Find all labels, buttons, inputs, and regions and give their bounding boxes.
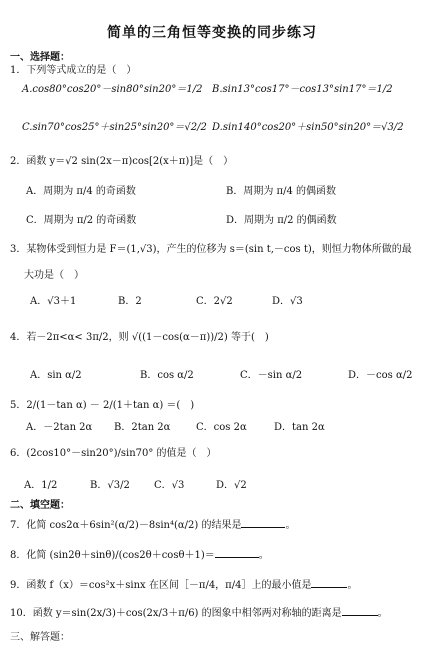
question-1-option-c: C.sin70°cos25°＋sin25°sin20°＝√2/2 <box>22 122 207 133</box>
question-4-option-b: B．cos α/2 <box>140 370 194 381</box>
question-3-stem: 3．某物体受到恒力是 F＝(1,√3)，产生的位移为 s＝(sin t,－cos t)，则恒力物体所做的最 <box>10 244 412 255</box>
question-2-option-c: C．周期为 π/2 的奇函数 <box>26 215 137 226</box>
question-5-option-b: B．2tan 2α <box>114 422 171 433</box>
answer-blank <box>215 548 259 558</box>
question-6-option-c: C．√3 <box>154 480 185 491</box>
question-4-stem: 4．若－2π<α< 3π/2，则 √((1－cos(α－π))/2) 等于( ) <box>10 332 269 343</box>
answer-blank <box>342 606 378 616</box>
question-1-option-a: A.cos80°cos20°－sin80°sin20°＝1/2 <box>22 84 203 95</box>
question-6-option-d: D．√2 <box>216 480 247 491</box>
page-title: 简单的三角恒等变换的同步练习 <box>107 25 317 41</box>
question-3-stem-continued: 大功是（ ） <box>24 270 84 281</box>
question-3-option-d: D．√3 <box>272 296 303 307</box>
question-7-line: 7．化简 cos2α＋6sin²(α/2)－8sin⁴(α/2) 的结果是 。 <box>10 520 296 531</box>
answer-blank <box>241 518 285 528</box>
answer-blank <box>311 578 347 588</box>
question-10-line: 10．函数 y＝sin(2x/3)＋cos(2x/3＋π/6) 的图象中相邻两对称轴的距离是 。 <box>10 608 388 619</box>
question-5-option-c: C．cos 2α <box>196 422 247 433</box>
section-fill-heading: 二、填空题： <box>10 500 70 511</box>
question-2-option-d: D．周期为 π/2 的偶函数 <box>226 215 337 226</box>
question-6-option-b: B．√3/2 <box>90 480 130 491</box>
question-3-option-b: B．2 <box>118 296 142 307</box>
question-2-option-a: A．周期为 π/4 的奇函数 <box>26 186 136 197</box>
question-3-option-c: C．2√2 <box>196 296 233 307</box>
question-1-option-b: B.sin13°cos17°－cos13°sin17°＝1/2 <box>212 84 393 95</box>
question-5-stem: 5．2/(1－tan α) － 2/(1＋tan α) ＝( ) <box>10 400 195 411</box>
question-10-text: 10．函数 y＝sin(2x/3)＋cos(2x/3＋π/6) 的图象中相邻两对称轴的距离是 <box>10 608 342 619</box>
question-4-option-c: C．－sin α/2 <box>240 370 303 381</box>
question-1-option-d: D.sin140°cos20°＋sin50°sin20°＝√3/2 <box>212 122 404 133</box>
question-6-stem: 6．(2cos10°－sin20°)/sin70° 的值是（ ） <box>10 448 217 459</box>
question-1-stem: 1．下列等式成立的是（ ） <box>10 65 137 76</box>
question-4-option-a: A．sin α/2 <box>30 370 82 381</box>
question-5-option-a: A．－2tan 2α <box>26 422 93 433</box>
question-8-text: 8．化简 (sin2θ＋sinθ)/(cos2θ＋cosθ＋1)＝ <box>10 550 215 561</box>
question-2-stem: 2．函数 y＝√2 sin(2x－π)cos[2(x＋π)]是（ ） <box>10 156 234 167</box>
question-2-option-b: B．周期为 π/4 的偶函数 <box>226 186 337 197</box>
question-7-text: 7．化简 cos2α＋6sin²(α/2)－8sin⁴(α/2) 的结果是 <box>10 520 242 531</box>
question-6-option-a: A．1/2 <box>24 480 58 491</box>
question-9-line: 9．函数 f（x）＝cos²x＋sinx 在区间［－π/4，π/4］上的最小值是 。 <box>10 580 358 591</box>
section-choice-heading: 一、选择题： <box>10 52 70 63</box>
question-4-option-d: D．－cos α/2 <box>348 370 413 381</box>
question-8-line: 8．化简 (sin2θ＋sinθ)/(cos2θ＋cosθ＋1)＝ 。 <box>10 550 269 561</box>
question-3-option-a: A．√3＋1 <box>30 296 77 307</box>
question-9-text: 9．函数 f（x）＝cos²x＋sinx 在区间［－π/4，π/4］上的最小值是 <box>10 580 312 591</box>
question-5-option-d: D．tan 2α <box>274 422 325 433</box>
section-solve-heading: 三、解答题： <box>10 632 70 643</box>
